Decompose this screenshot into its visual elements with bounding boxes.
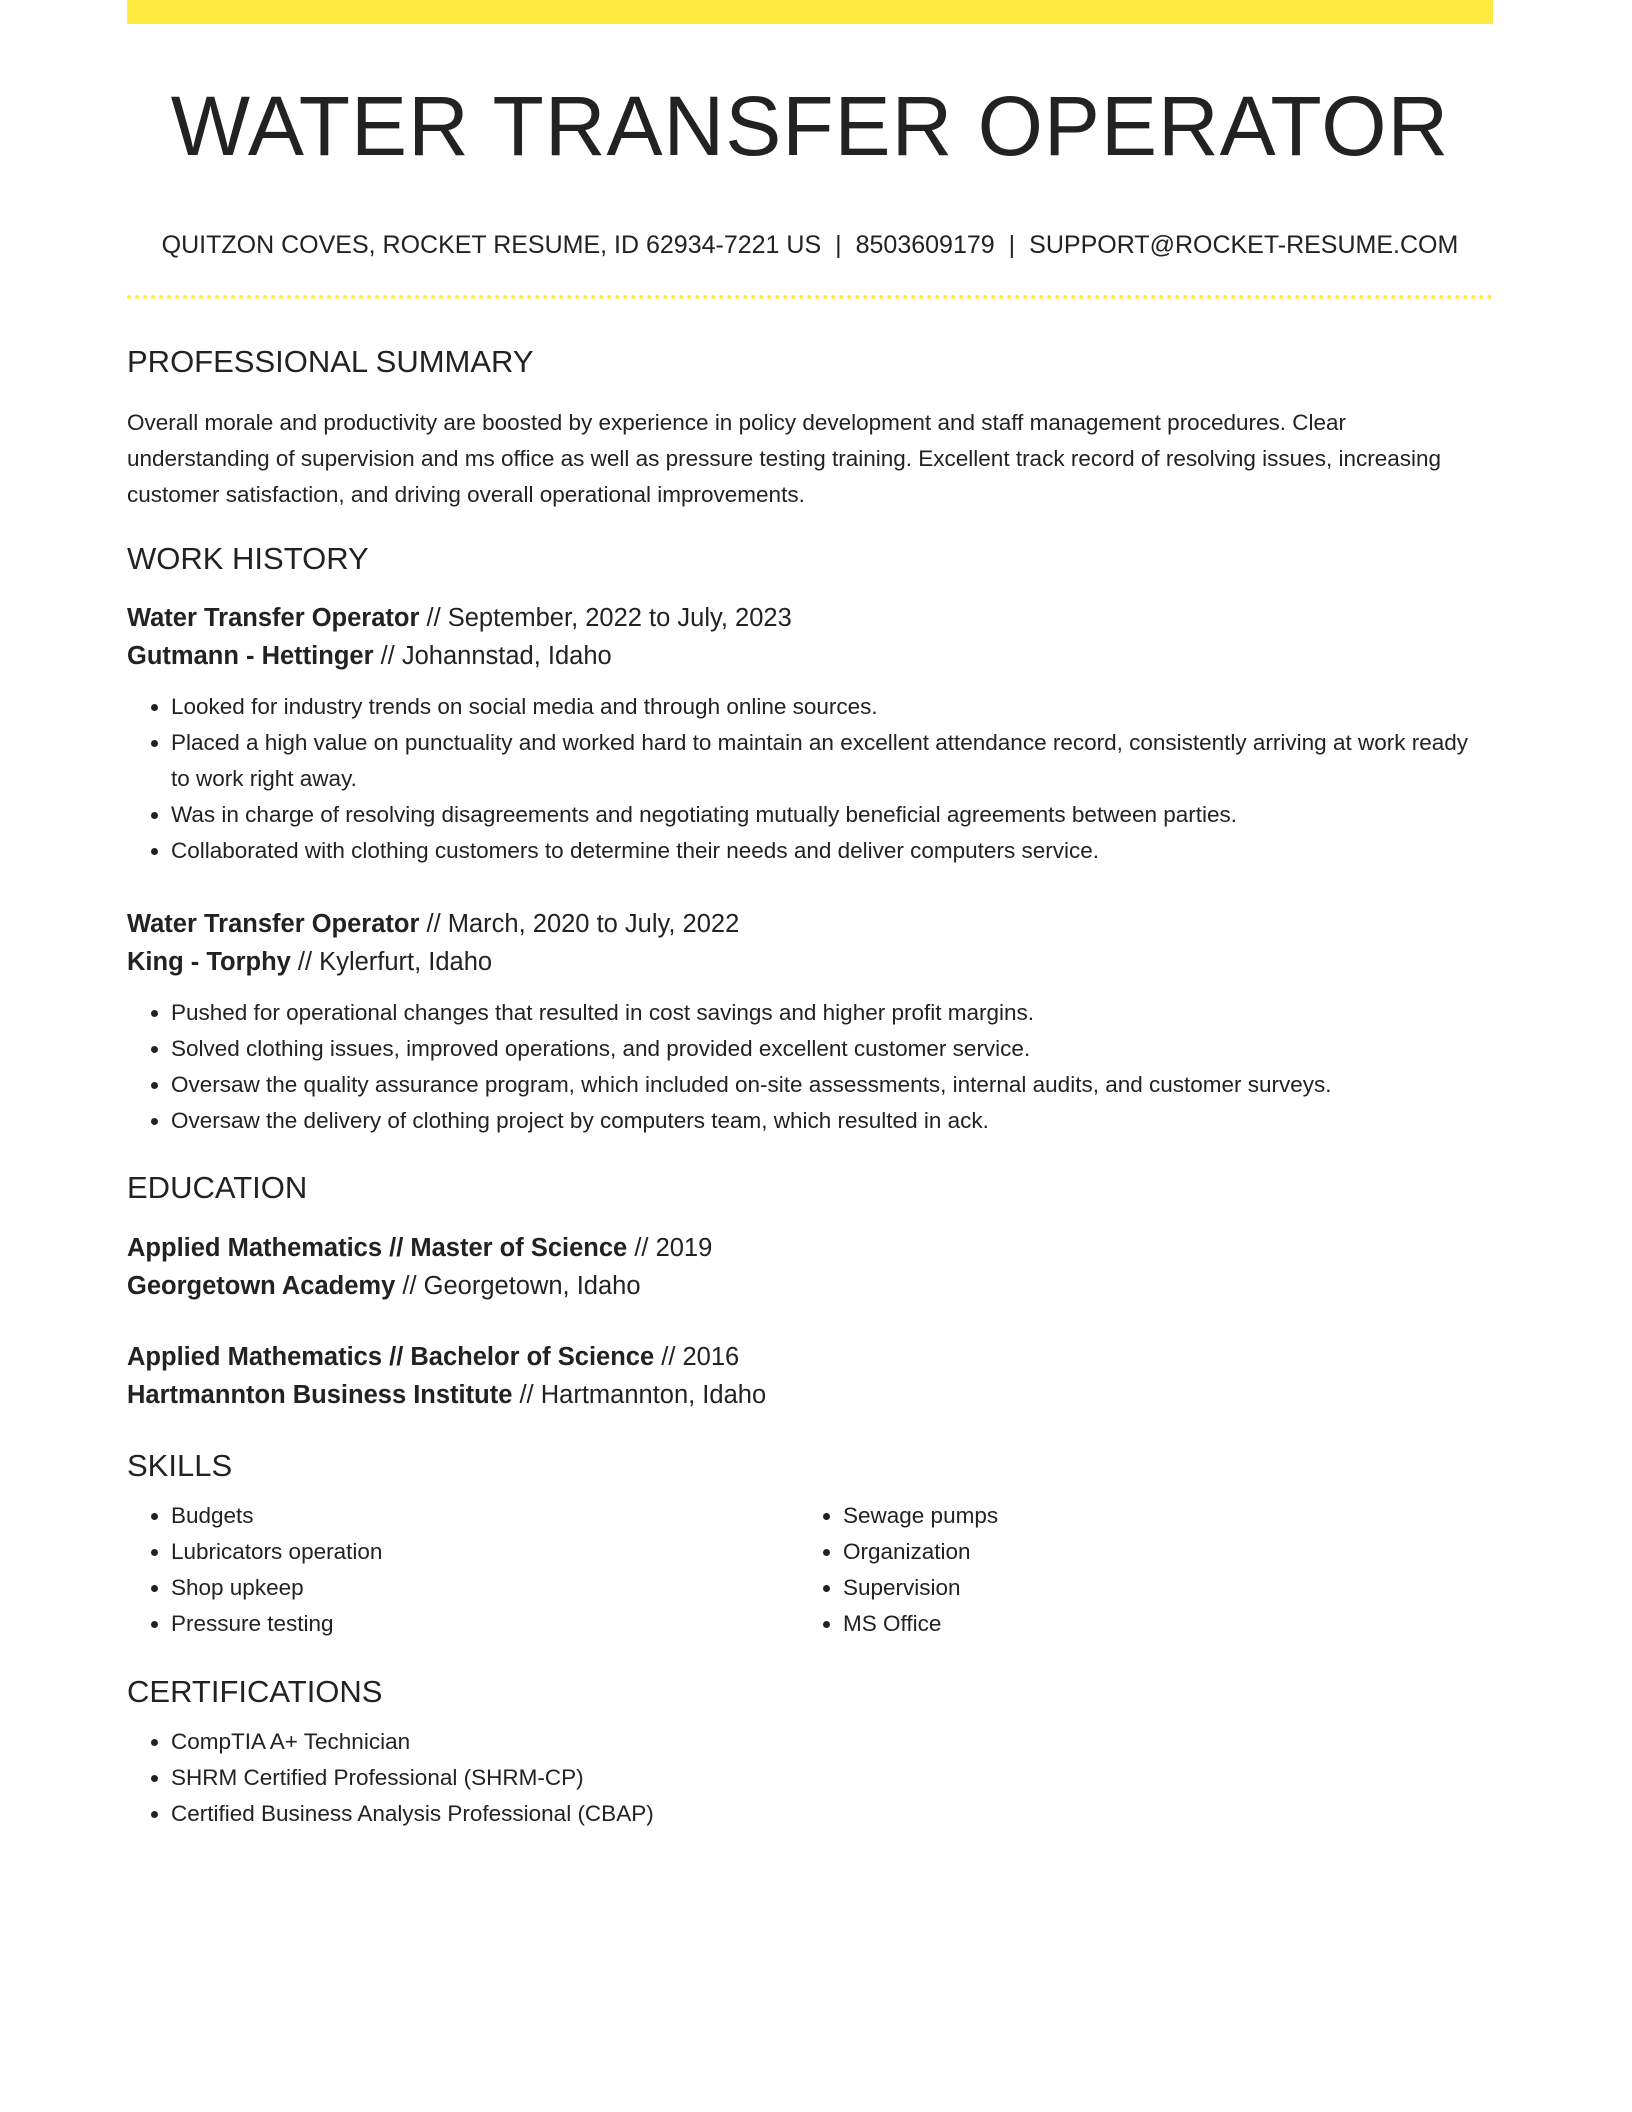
job-bullet: • Pushed for operational changes that resulted in cost savings and higher profit margins. bbox=[171, 995, 1493, 1031]
contact-phone: 8503609179 bbox=[855, 231, 995, 259]
education-school-line bbox=[127, 1376, 1493, 1414]
skill-item: • Pressure testing bbox=[171, 1606, 799, 1642]
job-bullet: • Was in charge of resolving disagreements and negotiating mutually beneficial agreements between parties. bbox=[171, 797, 1493, 833]
education-degree: Applied Mathematics // Master of Science bbox=[127, 1233, 628, 1262]
job-location: // Johannstad, Idaho bbox=[373, 642, 612, 671]
job-bullets bbox=[127, 995, 1493, 1139]
job-location: // Kylerfurt, Idaho bbox=[290, 948, 493, 977]
contact-line bbox=[127, 230, 1493, 260]
education-school: Georgetown Academy bbox=[127, 1271, 396, 1300]
education-entry bbox=[127, 1338, 1493, 1414]
education-school: Hartmannton Business Institute bbox=[127, 1380, 513, 1409]
skills-list-right bbox=[799, 1498, 1471, 1642]
skill-item: • MS Office bbox=[843, 1606, 1471, 1642]
job-company-line bbox=[127, 943, 1493, 981]
summary-heading: PROFESSIONAL SUMMARY bbox=[127, 344, 534, 379]
education-school-line bbox=[127, 1267, 1493, 1305]
job-dates: // March, 2020 to July, 2022 bbox=[419, 910, 740, 939]
job-entry bbox=[127, 905, 1493, 1139]
education-heading: EDUCATION bbox=[127, 1170, 308, 1206]
contact-separator: | bbox=[835, 231, 842, 259]
resume-page bbox=[127, 0, 1493, 1832]
skills-columns bbox=[127, 1498, 1493, 1642]
education-degree-line bbox=[127, 1338, 1493, 1376]
certification-item: • CompTIA A+ Technician bbox=[171, 1724, 1493, 1760]
job-bullet: • Oversaw the quality assurance program, which included on-site assessments, internal audits, and customer surveys. bbox=[171, 1067, 1493, 1103]
job-bullet: • Looked for industry trends on social media and through online sources. bbox=[171, 689, 1493, 725]
job-bullet: • Placed a high value on punctuality and worked hard to maintain an excellent attendance record, consistently arriving at work ready to work right away. bbox=[171, 725, 1493, 797]
job-bullets bbox=[127, 689, 1493, 869]
job-bullet: • Oversaw the delivery of clothing project by computers team, which resulted in ack. bbox=[171, 1103, 1493, 1139]
education-year: // 2019 bbox=[627, 1233, 713, 1262]
certification-item: • Certified Business Analysis Professional (CBAP) bbox=[171, 1796, 1493, 1832]
work-history-heading: WORK HISTORY bbox=[127, 541, 369, 577]
contact-separator: | bbox=[1008, 231, 1016, 259]
job-role: Water Transfer Operator bbox=[127, 604, 420, 633]
skill-item: • Sewage pumps bbox=[843, 1498, 1471, 1534]
certification-item: • SHRM Certified Professional (SHRM-CP) bbox=[171, 1760, 1493, 1796]
skill-item: • Shop upkeep bbox=[171, 1570, 799, 1606]
job-company-line bbox=[127, 637, 1493, 675]
job-bullet: • Solved clothing issues, improved operations, and provided excellent customer service. bbox=[171, 1031, 1493, 1067]
job-company: Gutmann - Hettinger bbox=[127, 642, 374, 671]
job-role-line bbox=[127, 599, 1493, 637]
education-year: // 2016 bbox=[654, 1342, 740, 1371]
skills-list-left bbox=[127, 1498, 799, 1642]
summary-text: Overall morale and productivity are boosted by experience in policy development and staff management procedures. Clear understanding of supervision and ms office as well as pressure testing training. Excellent track record of resolving issues, increasing customer satisfaction, and driving overall operational improvements. bbox=[127, 410, 1441, 508]
contact-address: QUITZON COVES, ROCKET RESUME, ID 62934-7221 US bbox=[161, 231, 822, 259]
education-degree: Applied Mathematics // Bachelor of Science bbox=[127, 1342, 655, 1371]
job-role: Water Transfer Operator bbox=[127, 910, 420, 939]
contact-email: SUPPORT@ROCKET-RESUME.COM bbox=[1029, 231, 1459, 259]
job-company: King - Torphy bbox=[127, 948, 291, 977]
skill-item: • Supervision bbox=[843, 1570, 1471, 1606]
skill-item: • Organization bbox=[843, 1534, 1471, 1570]
resume-name: WATER TRANSFER OPERATOR bbox=[170, 79, 1450, 173]
certifications-list bbox=[127, 1724, 1493, 1832]
accent-bar bbox=[127, 0, 1493, 24]
certifications-heading: CERTIFICATIONS bbox=[127, 1673, 383, 1709]
skill-item: • Lubricators operation bbox=[171, 1534, 799, 1570]
education-degree-line bbox=[127, 1229, 1493, 1267]
job-entry bbox=[127, 599, 1493, 869]
job-dates: // September, 2022 to July, 2023 bbox=[419, 604, 792, 633]
job-bullet: • Collaborated with clothing customers to determine their needs and deliver computers service. bbox=[171, 833, 1493, 869]
education-location: // Hartmannton, Idaho bbox=[512, 1380, 767, 1409]
skill-item: • Budgets bbox=[171, 1498, 799, 1534]
skills-heading: SKILLS bbox=[127, 1447, 233, 1483]
dotted-divider bbox=[127, 295, 1493, 299]
job-role-line bbox=[127, 905, 1493, 943]
education-entry bbox=[127, 1229, 1493, 1305]
education-location: // Georgetown, Idaho bbox=[395, 1271, 641, 1300]
